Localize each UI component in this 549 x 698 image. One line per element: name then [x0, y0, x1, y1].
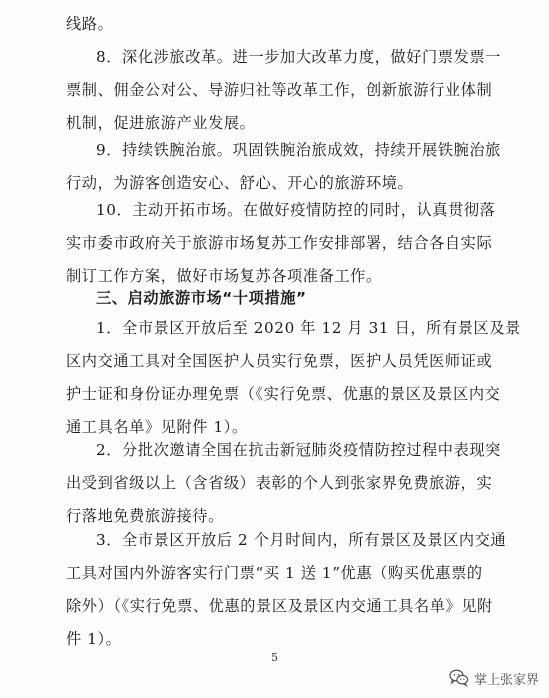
text-line: 行落地免费旅游接待。	[66, 507, 224, 525]
text-line: 2．分批次邀请全国在抗击新冠肺炎疫情防控过程中表现突	[96, 441, 501, 459]
text-line: 实市委市政府关于旅游市场复苏工作安排部署，结合各自实际	[66, 234, 493, 252]
text-line: 3．全市景区开放后 2 个月时间内，所有景区及景区内交通	[96, 531, 507, 549]
text-line: 区内交通工具对全国医护人员实行免票，医护人员凭医师证或	[66, 352, 493, 370]
text-line: 票制、佣金公对公、导游归社等改革工作，创新旅游行业体制	[66, 81, 493, 99]
text-line: 9．持续铁腕治旅。巩固铁腕治旅成效，持续开展铁腕治旅	[96, 141, 501, 159]
text-line: 件 1）。	[66, 630, 122, 648]
wechat-icon	[449, 669, 469, 687]
text-line: 8．深化涉旅改革。进一步加大改革力度，做好门票发票一	[96, 48, 501, 66]
measure-3-buy-one-get-one	[66, 524, 507, 656]
text-line: 制订工作方案，做好市场复苏各项准备工作。	[66, 267, 382, 285]
text-line: 线路。	[66, 15, 114, 33]
text-line: 机制，促进旅游产业发展。	[66, 114, 256, 132]
text-line: 行动，为游客创造安心、舒心、开心的旅游环境。	[66, 174, 414, 192]
text-line: 10．主动开拓市场。在做好疫情防控的同时，认真贯彻落	[96, 201, 496, 219]
text-line: 护士证和身份证办理免票（《实行免票、优惠的景区及景区内交	[66, 385, 501, 403]
text-line: 出受到省级以上（含省级）表彰的个人到张家界免费旅游，实	[66, 474, 493, 492]
item-10-open-market	[66, 194, 494, 293]
measure-2-invite-honorees	[66, 434, 501, 533]
item-8-deepen-reform	[66, 41, 501, 140]
text-line: 除外）（《实行免票、优惠的景区及景区内交通工具名单》见附	[66, 597, 493, 615]
measure-1-medical-staff-free	[66, 312, 521, 444]
paragraph-tail	[66, 8, 494, 41]
text-line: 通工具名单》见附件 1）。	[66, 418, 248, 436]
item-9-iron-fist-governance	[66, 134, 501, 200]
text-line: 工具对国内外游客实行门票“买 1 送 1”优惠（购买优惠票的	[66, 564, 483, 582]
page-number: 5	[271, 651, 278, 664]
wechat-watermark	[449, 667, 539, 689]
text-line: 1．全市景区开放后至 2020 年 12 月 31 日，所有景区及景	[96, 319, 521, 337]
watermark-text: 掌上张家界	[473, 672, 539, 688]
section-heading: 三、启动旅游市场“十项措施”	[96, 289, 307, 307]
